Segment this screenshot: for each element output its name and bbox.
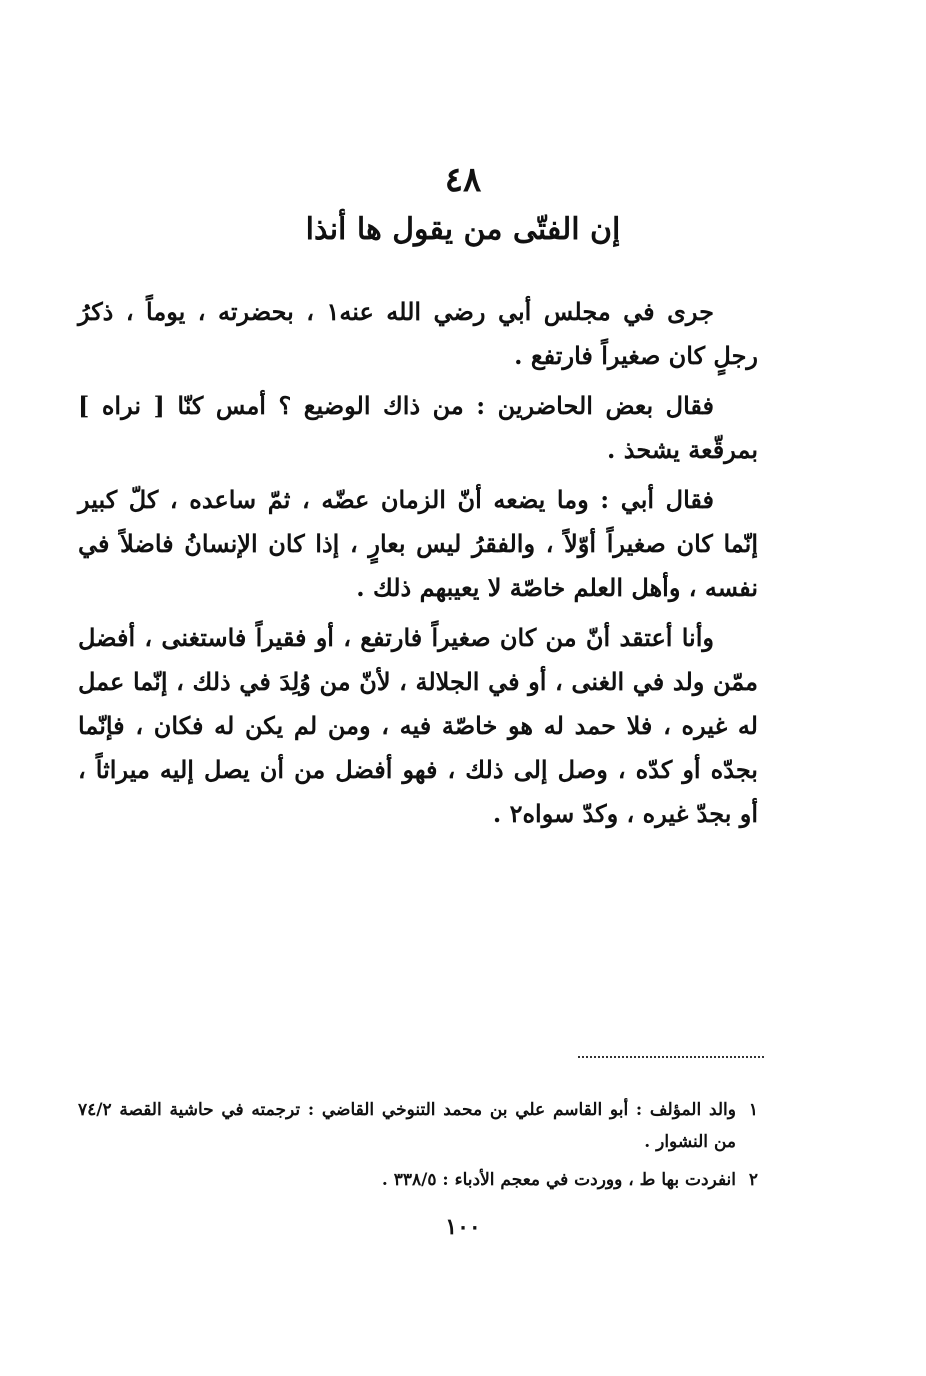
footnote-number: ١ [748, 1100, 758, 1120]
paragraph-1: جرى في مجلس أبي رضي الله عنه١ ، بحضرته ، يوماً ، ذكرُ رجلٍ كان صغيراً فارتفع . [78, 297, 758, 370]
paragraph-2: فقال بعض الحاضرين : من ذاك الوضيع ؟ أمس كنّا [ نراه ] بمرقّعة يشحذ . [78, 391, 758, 464]
paragraph-4: وأنا أعتقد أنّ من كان صغيراً فارتفع ، أو فقيراً فاستغنى ، أفضل ممّن ولد في الغنى ، أو في الجلالة ، لأنّ من وُلِدَ في ذلك ، إنّما عمل له غيره ، فلا حمد له هو خاصّة فيه ، ومن لم يكن له فكان ، فإنّما بجدّه أو كدّه ، وصل إلى ذلك ، فهو أفضل من أن يصل إليه ميراثاً ، أو بجدّ غيره ، وكدّ سواه٢ . [78, 623, 758, 828]
footnote-separator [578, 1056, 764, 1058]
footnote-number: ٢ [748, 1170, 758, 1190]
footnote-text: والد المؤلف : أبو القاسم علي بن محمد التنوخي القاضي : ترجمته في حاشية القصة ٧٤/٢ من النشوار . [78, 1100, 736, 1152]
footnote-text: انفردت بها ط ، ووردت في معجم الأدباء : ٣٣٨/٥ . [381, 1170, 736, 1190]
story-number: ٤٨ [444, 160, 482, 200]
page-number: ١٠٠ [445, 1214, 481, 1240]
footnote-2 [78, 1164, 758, 1196]
footnote-1 [78, 1094, 758, 1158]
story-title: إن الفتّى من يقول ها أنذا [305, 212, 621, 247]
footnotes [78, 1094, 758, 1202]
story-body [78, 290, 758, 842]
paragraph-3: فقال أبي : وما يضعه أنّ الزمان عضّه ، ثمّ ساعده ، كلّ كبير إنّما كان صغيراً أوّلاً ، والفقرُ ليس بعارٍ ، إذا كان الإنسانُ فاضلاً في نفسه ، وأهل العلم خاصّة لا يعيبهم ذلك . [78, 485, 758, 602]
